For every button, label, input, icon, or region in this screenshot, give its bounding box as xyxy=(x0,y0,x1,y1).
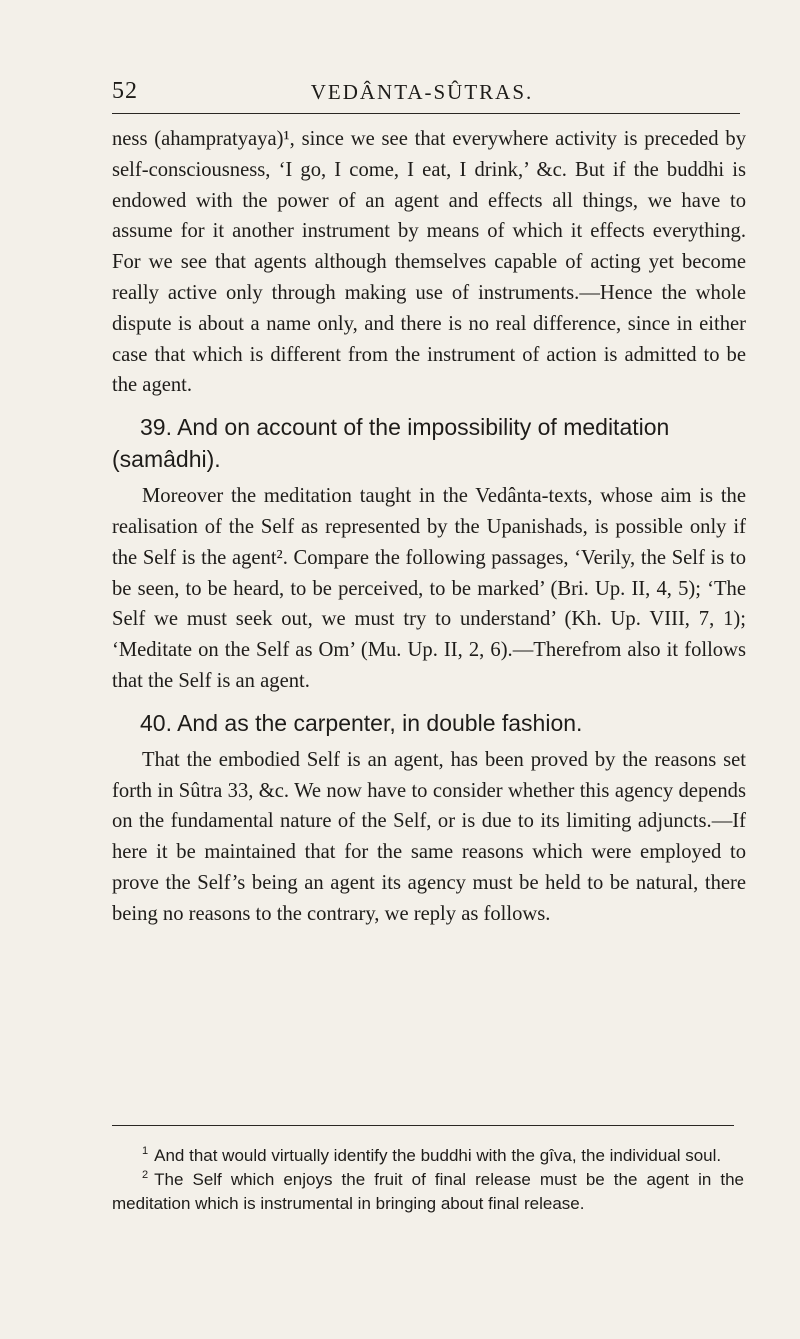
paragraph-continuation: ness (ahampratyaya)¹, since we see that everywhere activity is preceded by self-consciousness, ‘I go, I come, I eat, I drink,’ &c. But if the buddhi is endowed with the power of an agent and effects all things, we have to assume for it another instrument by means of which it effects everything. For we see that agents although themselves capable of acting yet become really active only through making use of instruments.—Hence the whole dispute is about a name only, and there is no real difference, since in either case that which is different from the instrument of action is admitted to be the agent. xyxy=(112,128,746,397)
paragraph-sutra-39: Moreover the meditation taught in the Vedânta-texts, whose aim is the realisation of the Self as represented by the Upanishads, is possible only if the Self is the agent². Compare the following passages, ‘Verily, the Self is to be seen, to be heard, to be perceived, to be marked’ (Bri. Up. II, 4, 5); ‘The Self we must seek out, we must try to understand’ (Kh. Up. VIII, 7, 1); ‘Meditate on the Self as Om’ (Mu. Up. II, 2, 6).—Therefrom also it follows that the Self is an agent. xyxy=(112,485,746,692)
page-number: 52 xyxy=(112,78,138,104)
footnote-rule xyxy=(112,1125,734,1126)
footnote-1 xyxy=(112,1144,744,1168)
running-head: VEDÂNTA-SÛTRAS. xyxy=(310,80,534,104)
main-text xyxy=(112,124,746,930)
footnote-1-mark: 1 xyxy=(142,1145,149,1158)
footnote-2-mark: 2 xyxy=(142,1169,149,1182)
sutra-heading-40: 40. And as the carpenter, in double fashion. xyxy=(140,709,583,736)
footnote-2-text: The Self which enjoys the fruit of final release must be the agent in the meditation which is instrumental in bringing about final release. xyxy=(112,1170,744,1213)
paragraph-sutra-40: That the embodied Self is an agent, has been proved by the reasons set forth in Sûtra 33, &c. We now have to consider whether this agency depends on the fundamental nature of the Self, or is due to its limiting adjuncts.—If here it be maintained that for the same reasons which were employed to prove the Self’s being an agent its agency must be held to be natural, there being no reasons to the contrary, we reply as follows. xyxy=(112,748,746,925)
page-header xyxy=(112,78,732,108)
footnote-2 xyxy=(112,1168,744,1216)
sutra-heading-39: 39. And on account of the impossibility of meditation (samâdhi). xyxy=(112,414,670,473)
footnotes xyxy=(112,1144,744,1216)
header-rule xyxy=(112,113,740,114)
footnote-1-text: And that would virtually identify the buddhi with the gîva, the individual soul. xyxy=(154,1146,722,1165)
